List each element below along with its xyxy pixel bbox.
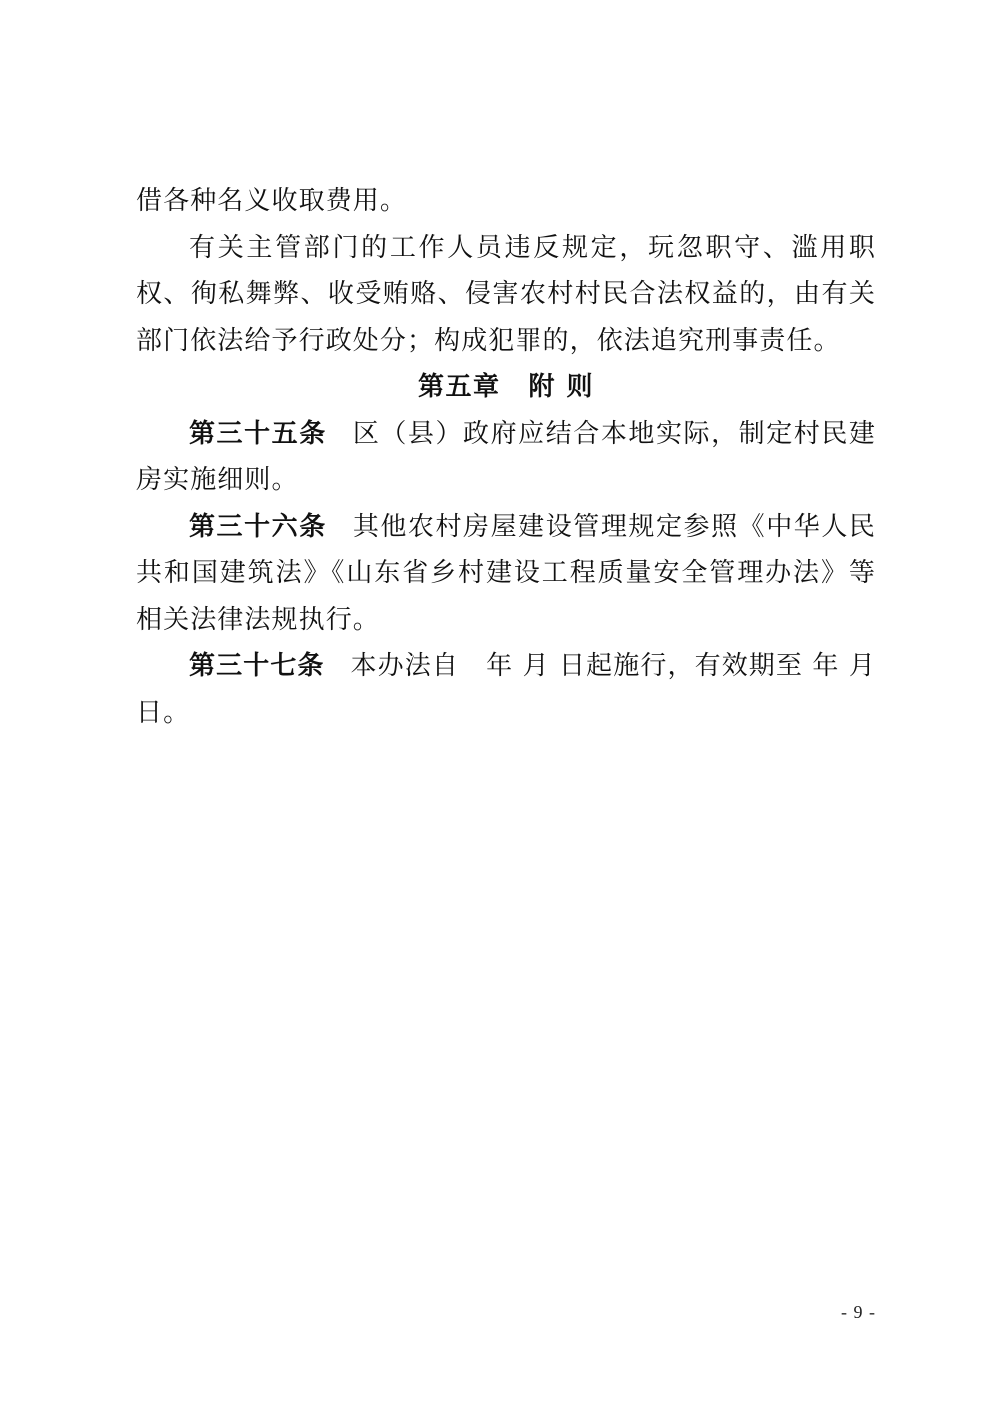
paragraph-penalty: 有关主管部门的工作人员违反规定，玩忽职守、滥用职权、徇私舞弊、收受贿赂、侵害农村村民合法权益的，由有关部门依法给予行政处分；构成犯罪的，依法追究刑事责任。 xyxy=(136,232,876,356)
article-37 xyxy=(136,643,876,736)
page-number: - 9 - xyxy=(841,1302,876,1322)
article-heading: 第三十七条 xyxy=(189,651,325,681)
article-36 xyxy=(136,504,876,644)
chapter-heading xyxy=(136,364,876,411)
paragraph-continuation: 借各种名义收取费用。 xyxy=(136,186,408,216)
chapter-title: 附 则 xyxy=(528,372,595,402)
article-35 xyxy=(136,411,876,504)
article-text: 其他农村房屋建设管理规定参照《中华人民共和国建筑法》《山东省乡村建设工程质量安全管理办法》等相关法律法规执行。 xyxy=(136,511,876,635)
article-text: 区（县）政府应结合本地实际，制定村民建房实施细则。 xyxy=(136,418,876,495)
article-text: 本办法自 年 月 日起施行，有效期至 年 月日。 xyxy=(136,651,876,728)
article-heading: 第三十六条 xyxy=(189,511,327,542)
document-body xyxy=(136,178,876,736)
article-heading: 第三十五条 xyxy=(189,418,327,449)
chapter-number: 第五章 xyxy=(417,372,501,402)
